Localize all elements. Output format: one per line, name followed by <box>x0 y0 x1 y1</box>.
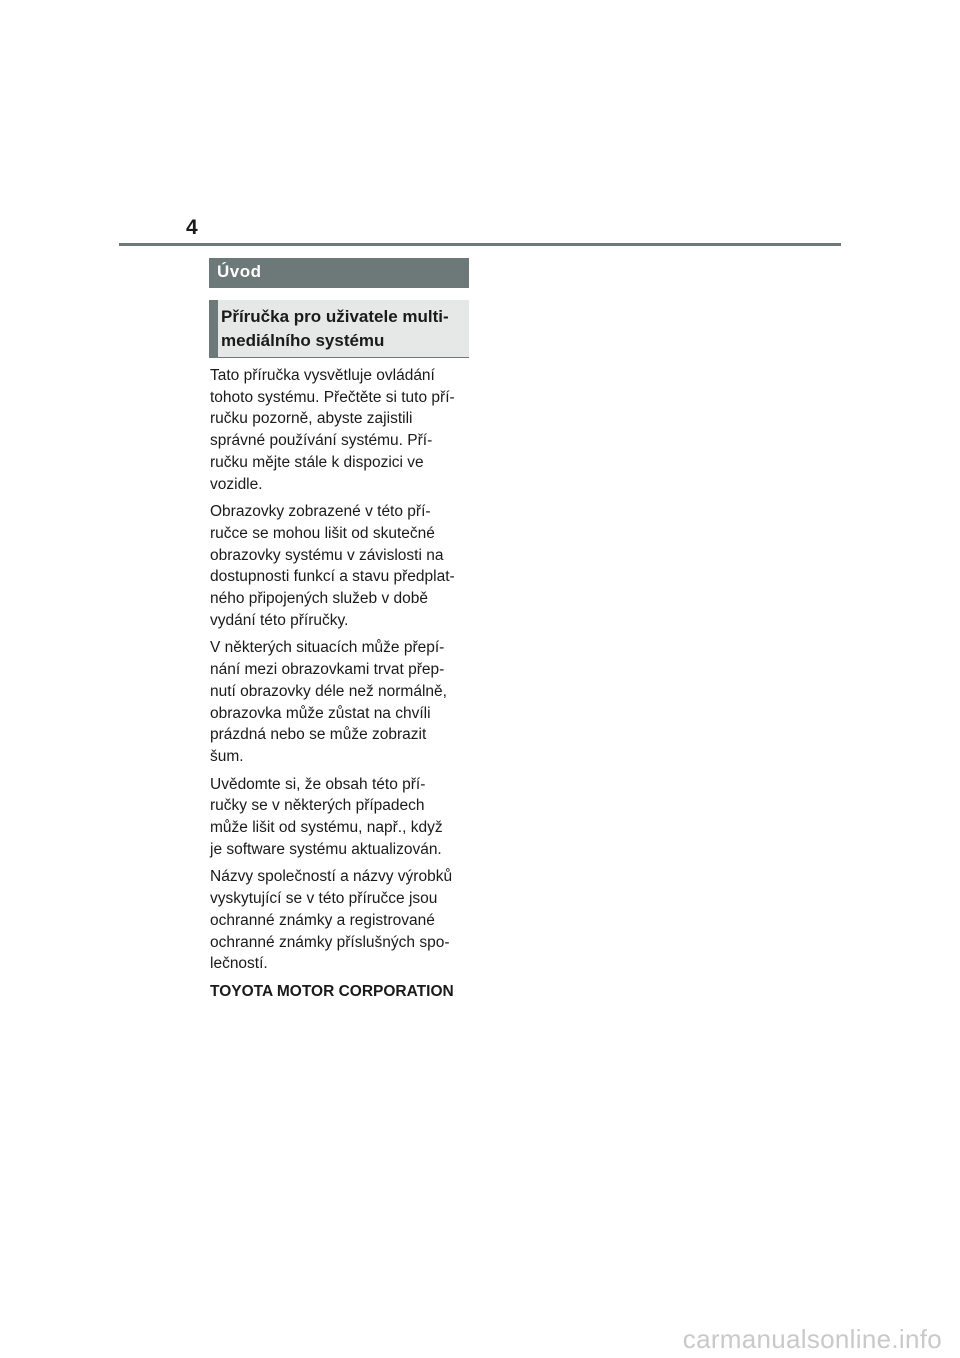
subsection-heading-box <box>209 300 469 358</box>
text-line: vydání této příručky. <box>210 611 349 629</box>
text-line: Názvy společností a názvy výrobků <box>210 868 453 886</box>
subsection-title <box>221 305 467 353</box>
watermark: carmanualsonline.info <box>682 1324 942 1354</box>
company-name: TOYOTA MOTOR CORPORATION <box>210 982 454 1000</box>
text-line: tohoto systému. Přečtěte si tuto pří- <box>210 388 455 406</box>
text-line: Uvědomte si, že obsah této pří- <box>210 775 426 793</box>
body-text <box>210 365 472 1009</box>
paragraph-switching <box>210 637 472 767</box>
text-line: obrazovka může zůstat na chvíli <box>210 704 431 722</box>
section-heading: Úvod <box>209 258 469 288</box>
paragraph-trademarks <box>210 866 472 975</box>
text-line: správné používání systému. Pří- <box>210 432 433 450</box>
subsection-title-line-1: Příručka pro uživatele multi- <box>221 307 449 326</box>
header-rule <box>119 243 841 246</box>
text-line: šum. <box>210 747 244 765</box>
text-line: vyskytující se v této příručce jsou <box>210 890 438 908</box>
text-line: ného připojených služeb v době <box>210 590 429 608</box>
text-line: vozidle. <box>210 475 263 493</box>
text-line: Obrazovky zobrazené v této pří- <box>210 503 431 521</box>
text-line: ochranné známky příslušných spo- <box>210 933 450 951</box>
text-line: dostupnosti funkcí a stavu předplat- <box>210 568 455 586</box>
page-number: 4 <box>186 216 198 239</box>
text-line: prázdná nebo se může zobrazit <box>210 726 427 744</box>
text-line: obrazovky systému v závislosti na <box>210 546 444 564</box>
text-line: nutí obrazovky déle než normálně, <box>210 682 447 700</box>
text-line: V některých situacích může přepí- <box>210 639 445 657</box>
text-line: ochranné známky a registrované <box>210 911 435 929</box>
text-line: nání mezi obrazovkami trvat přep- <box>210 661 445 679</box>
paragraph-intro <box>210 365 472 495</box>
text-line: Tato příručka vysvětluje ovládání <box>210 367 435 384</box>
paragraph-software <box>210 774 472 861</box>
text-line: ručky se v některých případech <box>210 797 425 815</box>
paragraph-screens <box>210 501 472 631</box>
text-line: lečností. <box>210 955 268 973</box>
text-line: může lišit od systému, např., když <box>210 819 443 837</box>
text-line: ručku pozorně, abyste zajistili <box>210 410 413 428</box>
subsection-title-line-2: mediálního systému <box>221 331 385 350</box>
subsection-accent-bar <box>209 300 218 357</box>
text-line: je software systému aktualizován. <box>210 840 442 858</box>
text-line: ručce se mohou lišit od skutečné <box>210 524 435 542</box>
text-line: ručku mějte stále k dispozici ve <box>210 453 424 471</box>
